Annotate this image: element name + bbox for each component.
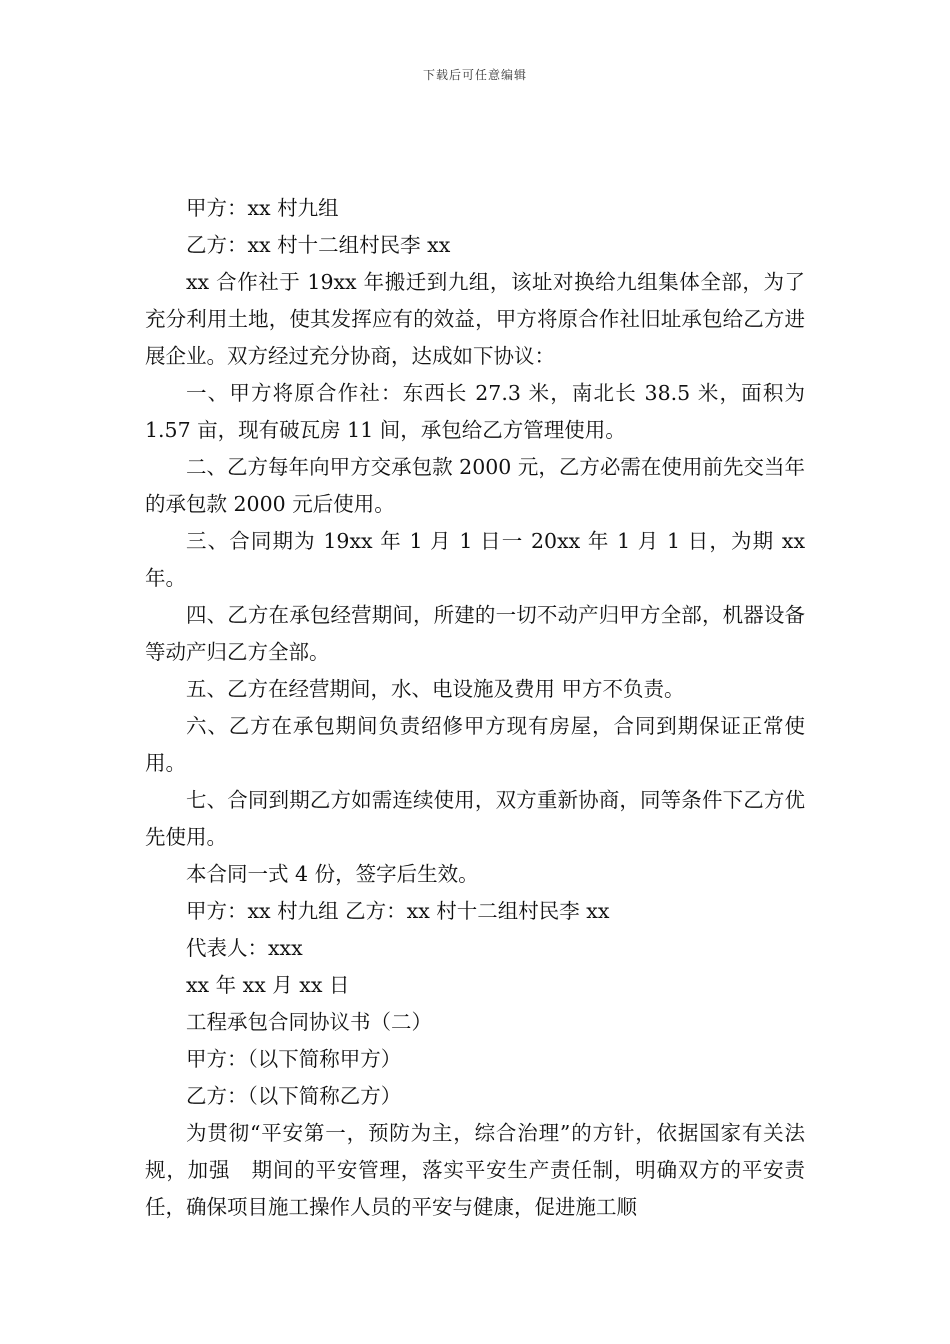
signature-parties: 甲方：xx 村九组 乙方：xx 村十二组村民李 xx bbox=[186, 899, 610, 923]
document-body bbox=[145, 190, 805, 1226]
clause-1: 一、甲方将原合作社：东西长 27.3 米，南北长 38.5 米，面积为 1.57 亩，现有破瓦房 11 间，承包给乙方管理使用。 bbox=[145, 381, 805, 442]
clause-2: 二、乙方每年向甲方交承包款 2000 元，乙方必需在使用前先交当年的承包款 2000 元后使用。 bbox=[145, 455, 805, 516]
clause-4: 四、乙方在承包经营期间，所建的一切不动产归甲方全部，机器设备等动产归乙方全部。 bbox=[145, 603, 805, 664]
date-line: xx 年 xx 月 xx 日 bbox=[186, 973, 350, 997]
second-preamble-paragraph: 为贯彻“平安第一，预防为主，综合治理”的方针，依据国家有关法规，加强 期间的平安管理，落实平安生产责任制，明确双方的平安责任，确保项目施工操作人员的平安与健康，促进施工顺 bbox=[145, 1121, 805, 1219]
clause-3: 三、合同期为 19xx 年 1 月 1 日一 20xx 年 1 月 1 日，为期 xx 年。 bbox=[145, 529, 805, 590]
clause-7: 七、合同到期乙方如需连续使用，双方重新协商，同等条件下乙方优先使用。 bbox=[145, 788, 805, 849]
copies-note: 本合同一式 4 份，签字后生效。 bbox=[186, 862, 479, 886]
party-b-line: 乙方：xx 村十二组村民李 xx bbox=[186, 233, 451, 257]
clause-6: 六、乙方在承包期间负责绍修甲方现有房屋，合同到期保证正常使用。 bbox=[145, 714, 805, 775]
second-contract-title: 工程承包合同协议书（二） bbox=[186, 1010, 432, 1034]
second-party-b-line: 乙方：（以下简称乙方） bbox=[186, 1084, 402, 1108]
clause-5: 五、乙方在经营期间，水、电设施及费用 甲方不负责。 bbox=[186, 677, 685, 701]
second-party-a-line: 甲方：（以下简称甲方） bbox=[186, 1047, 402, 1071]
party-a-line: 甲方：xx 村九组 bbox=[186, 196, 339, 220]
header-note: 下载后可任意编辑 bbox=[422, 68, 527, 82]
preamble-paragraph: xx 合作社于 19xx 年搬迁到九组，该址对换给九组集体全部，为了充分利用土地，使其发挥应有的效益，甲方将原合作社旧址承包给乙方进展企业。双方经过充分协商，达成如下协议： bbox=[145, 270, 805, 368]
representative-line: 代表人：xxx bbox=[186, 936, 303, 960]
